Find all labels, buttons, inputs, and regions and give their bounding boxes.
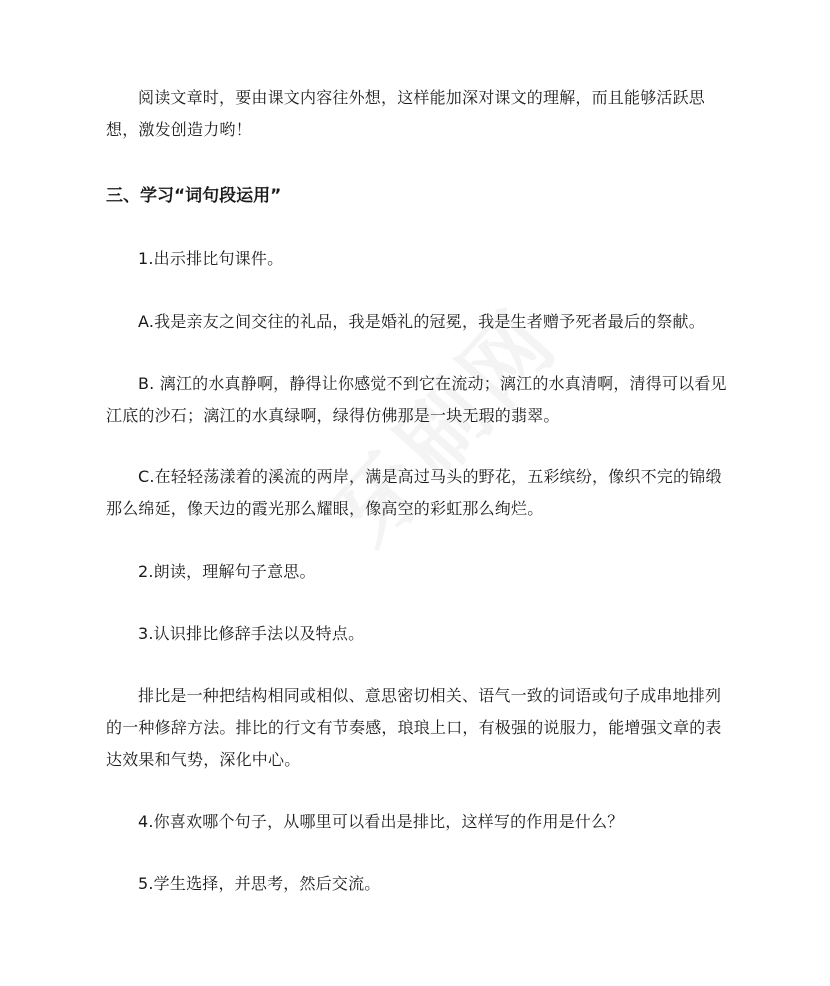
paragraph-reading-tip: 阅读文章时，要由课文内容往外想，这样能加深对课文的理解，而且能够活跃思想，激发创造力哟！ xyxy=(106,88,706,139)
paragraph-parallelism-definition: 排比是一种把结构相同或相似、意思密切相关、语气一致的词语或句子成串地排列的一种修辞方法。排比的行文有节奏感，琅琅上口，有极强的说服力，能增强文章的表达效果和气势，深化中心。 xyxy=(106,686,722,769)
paragraph-step-1: 1.出示排比句课件。 xyxy=(138,249,284,268)
paragraph-step-3: 3.认识排比修辞手法以及特点。 xyxy=(138,624,365,643)
paragraph-example-c: C.在轻轻荡漾着的溪流的两岸，满是高过马头的野花，五彩缤纷，像织不完的锦缎那么绵延，像天边的霞光那么耀眼，像高空的彩虹那么绚烂。 xyxy=(106,467,722,518)
paragraph-step-4: 4.你喜欢哪个句子，从哪里可以看出是排比，这样写的作用是什么？ xyxy=(138,812,624,831)
paragraph-example-b: B. 漓江的水真静啊，静得让你感觉不到它在流动；漓江的水真清啊，清得可以看见江底的沙石；漓江的水真绿啊，绿得仿佛那是一块无瑕的翡翠。 xyxy=(106,374,727,425)
paragraph-example-a: A.我是亲友之间交往的礼品，我是婚礼的冠冕，我是生者赠予死者最后的祭献。 xyxy=(138,312,705,331)
section-heading: 三、学习“词句段运用” xyxy=(106,186,282,206)
paragraph-step-2: 2.朗读，理解句子意思。 xyxy=(138,562,316,581)
paragraph-step-5: 5.学生选择，并思考，然后交流。 xyxy=(138,874,381,893)
